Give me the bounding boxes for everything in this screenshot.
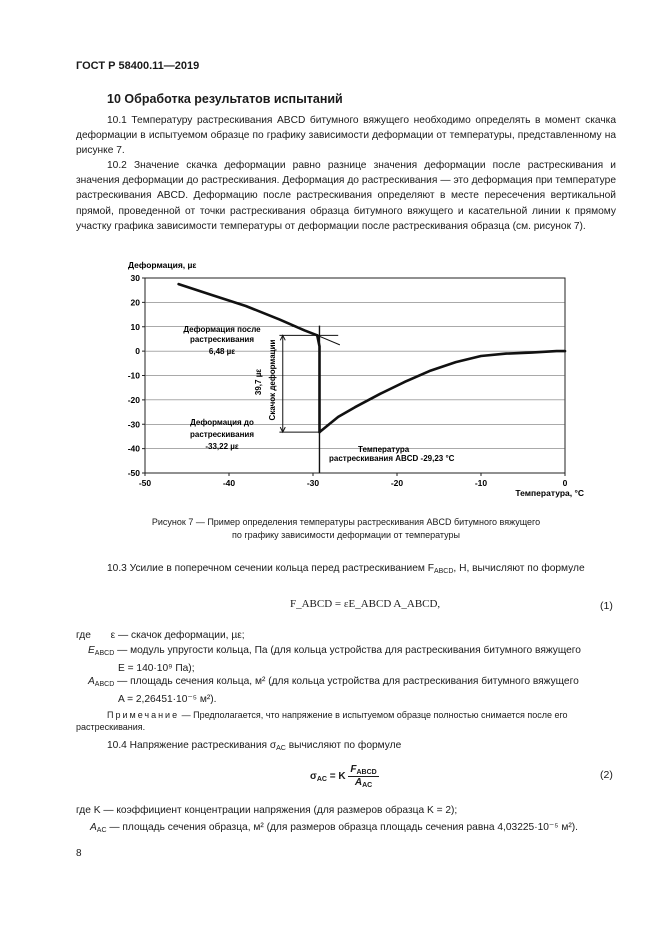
epsilon-symbol: ε (110, 630, 116, 641)
y-tick-label: -10 (127, 370, 140, 381)
where-word: где (76, 630, 91, 641)
x-tick-label: -20 (390, 478, 404, 488)
paragraph-10-3-text-b: , Н, вычисляют по формуле (453, 563, 585, 574)
where-area-ac (90, 821, 616, 839)
x-axis-label: Температура, °С (515, 488, 584, 498)
formula-2-eq: = K (329, 771, 346, 783)
where-modulus (88, 644, 616, 676)
paragraph-10-3 (76, 561, 616, 579)
y-tick-label: -40 (127, 443, 140, 454)
x-tick-label: -10 (474, 478, 488, 488)
formula-1: F_ABCD = εE_ABCD A_ABCD, (290, 598, 441, 610)
x-tick-label: -30 (306, 478, 320, 488)
annotation-jump-value: 39,7 µε (254, 368, 263, 396)
area-ac-text: — площадь сечения образца, м² (для размеров образца площадь сечения равна 4,03225·10⁻⁵ м²). (109, 822, 578, 833)
caption-line-1: Рисунок 7 — Пример определения температуры растрескивания ABCD битумного вяжущего (151, 517, 541, 527)
y-axis-label: Деформация, µε (128, 260, 197, 270)
x-tick-label: 0 (562, 478, 568, 488)
note (76, 709, 616, 733)
paragraph-10-3-text-a: 10.3 Усилие в поперечном сечении кольца перед растрескиванием F (107, 563, 434, 574)
annotation-after-1: Деформация после (183, 325, 261, 334)
area-ac-symbol: A (90, 822, 97, 833)
formula-2-num-sub: ABCD (356, 769, 377, 776)
where-epsilon (76, 629, 616, 644)
modulus-text-2: E = 140·10⁹ Па); (118, 662, 195, 674)
y-tick-label: 0 (135, 346, 140, 357)
area-text-2: A = 2,26451·10⁻⁵ м²). (118, 693, 217, 705)
formula-2 (310, 764, 379, 789)
area-symbol: A (88, 676, 95, 687)
modulus-sub: ABCD (94, 650, 115, 657)
tangent-line (305, 330, 340, 345)
annotation-before-2: растрескивания (190, 430, 254, 439)
annotation-temp-1: Температура (358, 445, 410, 454)
formula-2-sigma: σ (310, 771, 317, 783)
chart-svg (114, 258, 594, 503)
formula-2-number: (2) (600, 769, 613, 781)
x-tick-label: -50 (138, 478, 152, 488)
formula-2-denominator (348, 777, 378, 789)
formula-1-number: (1) (600, 600, 613, 612)
figure-7-chart (114, 258, 594, 503)
area-ac-sub: AC (96, 827, 107, 834)
paragraph-10-1-text: 10.1 Температуру растрескивания ABCD битумного вяжущего необходимо определять в момент скачка деформации в испытуемом образце по графику зависимости деформации от температуры, представленному на рисунке 7. (76, 115, 616, 157)
section-title: 10 Обработка результатов испытаний (107, 92, 343, 106)
annotation-after-value: 6,48 µε (208, 347, 236, 356)
y-tick-label: -20 (127, 394, 140, 405)
paragraph-10-3-sub: ABCD (433, 568, 454, 575)
note-text: — Предполагается, что напряжение в испытуемом образце полностью снимается после его растрескивания. (76, 710, 568, 732)
modulus-symbol: E (88, 645, 95, 656)
area-text-1: — площадь сечения кольца, м² (для кольца устройства для растрескивания битумного вяжущего (117, 676, 579, 687)
formula-2-num-f: F (350, 764, 357, 775)
formula-2-fraction (348, 764, 378, 789)
where-area (88, 675, 616, 707)
y-tick-label: -50 (127, 468, 140, 478)
y-tick-label: 30 (130, 273, 140, 283)
formula-2-sigma-sub: AC (316, 776, 327, 784)
annotation-temp-2: растрескивания ABCD -29,23 °С (329, 454, 455, 463)
note-label: Примечание (107, 710, 180, 720)
annotation-before-value: -33,22 µε (205, 442, 239, 451)
paragraph-10-4-sub: AC (276, 745, 286, 752)
k-text: где K — коэффициент концентрации напряжения (для размеров образца K = 2); (76, 805, 458, 816)
series-line-after (320, 351, 566, 432)
where-k (76, 804, 616, 819)
page-number: 8 (76, 848, 82, 859)
area-sub: ABCD (94, 681, 115, 688)
y-tick-label: 10 (130, 321, 140, 332)
annotation-jump-label: Скачок деформации (268, 339, 277, 421)
paragraph-10-2 (76, 158, 616, 234)
formula-2-numerator (348, 764, 378, 777)
formula-2-den-a: A (354, 777, 363, 788)
y-tick-label: 20 (130, 297, 140, 308)
paragraph-10-4-text-b: вычисляют по формуле (288, 740, 402, 751)
caption-line-2: по графику зависимости деформации от температуры (232, 529, 460, 540)
annotation-after-2: растрескивания (190, 335, 254, 344)
y-tick-label: -30 (127, 419, 140, 430)
paragraph-10-4-text: 10.4 Напряжение растрескивания σ (107, 740, 277, 751)
paragraph-10-2-text: 10.2 Значение скачка деформации равно разнице значения деформации после растрескивания и значения деформации до растрескивания. Деформация до растрескивания — это деформация при температуре растрескивания ABCD. Деформацию после растрескивания определяют в месте пересечения вертикальной прямой, проведенной от точки растрескивания образца битумного вяжущего и касательной линии к прямому участку графика зависимости температуры от деформации после растрескивания образца (см. рисунок 7). (76, 160, 616, 232)
formula-2-den-sub: AC (362, 782, 373, 789)
paragraph-10-4 (76, 738, 616, 756)
epsilon-text: — скачок деформации, µε; (117, 630, 245, 641)
paragraph-10-1 (76, 113, 616, 159)
figure-caption (76, 516, 616, 541)
document-header: ГОСТ Р 58400.11—2019 (76, 60, 200, 72)
annotation-before-1: Деформация до (190, 418, 254, 427)
x-tick-label: -40 (222, 478, 236, 488)
modulus-text-1: — модуль упругости кольца, Па (для кольца устройства для растрескивания битумного вяжущего (117, 645, 581, 656)
